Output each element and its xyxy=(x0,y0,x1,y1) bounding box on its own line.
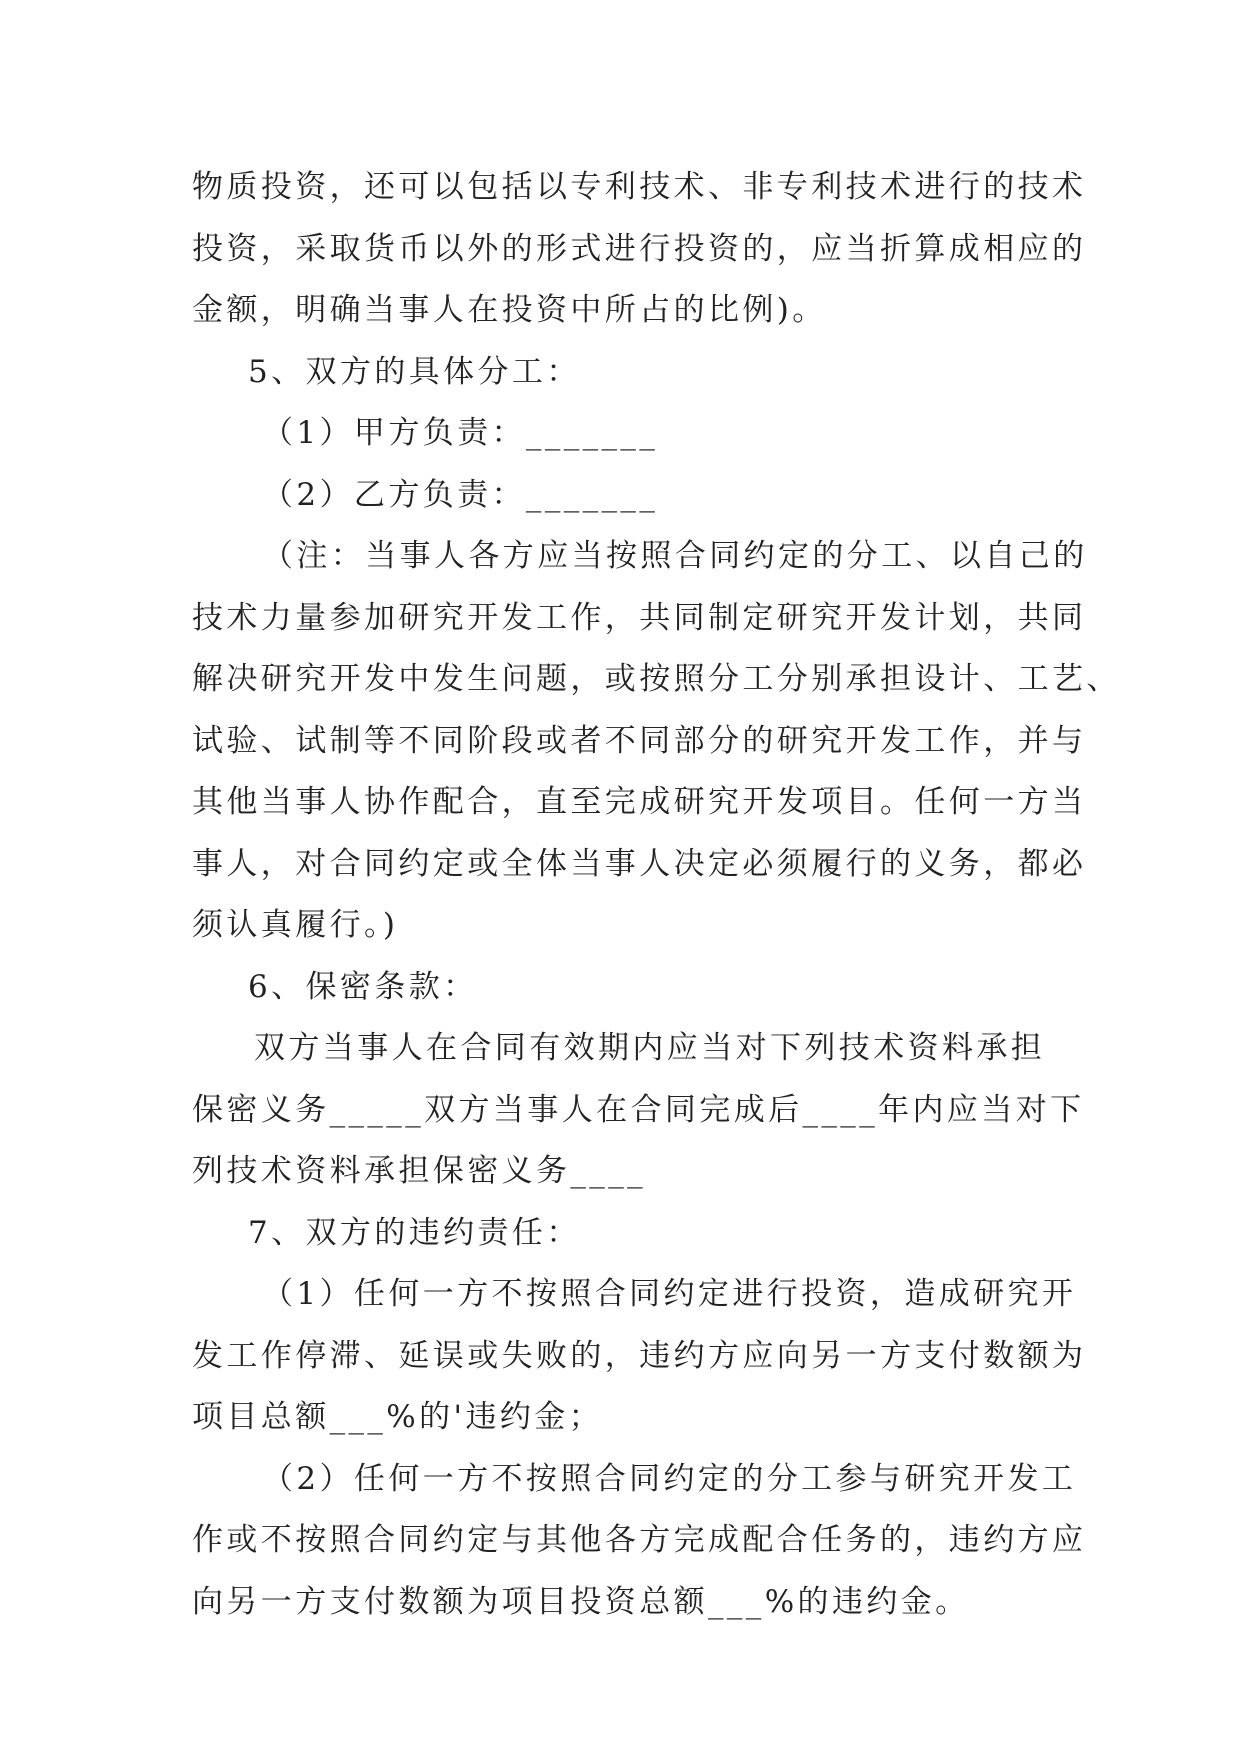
note-paragraph-start: （注：当事人各方应当按照合同约定的分工、以自己的 xyxy=(262,538,1088,574)
clause-item-party-b: （2）乙方负责：_______ xyxy=(262,476,659,513)
text-line: 投资，采取货币以外的形式进行投资的，应当折算成相应的 xyxy=(192,230,1087,267)
text-line: 列技术资料承担保密义务____ xyxy=(192,1153,646,1189)
liability-item-1-start: （1）任何一方不按照合同约定进行投资，造成研究开 xyxy=(262,1276,1077,1312)
text-line: 其他当事人协作配合，直至完成研究开发项目。任何一方当 xyxy=(192,784,1087,820)
section-heading-7: 7、双方的违约责任： xyxy=(248,1214,581,1251)
confidentiality-paragraph-start: 双方当事人在合同有效期内应当对下列技术资料承担 xyxy=(254,1030,1046,1066)
text-line: 保密义务_____双方当事人在合同完成后____年内应当对下 xyxy=(192,1091,1085,1128)
text-line: 解决研究开发中发生问题，或按照分工分别承担设计、工艺、 xyxy=(192,661,1121,697)
text-line: 试验、试制等不同阶段或者不同部分的研究开发工作，并与 xyxy=(192,722,1087,759)
text-line: 作或不按照合同约定与其他各方完成配合任务的，违约方应 xyxy=(192,1522,1087,1558)
section-heading-6: 6、保密条款： xyxy=(248,968,478,1005)
section-heading-5: 5、双方的具体分工： xyxy=(248,353,581,390)
text-line: 向另一方支付数额为项目投资总额___%的违约金。 xyxy=(192,1583,970,1620)
text-line: 须认真履行。) xyxy=(192,907,399,943)
text-line: 项目总额___%的'违约金； xyxy=(192,1399,604,1435)
text-line: 金额，明确当事人在投资中所占的比例)。 xyxy=(192,292,827,328)
text-line: 发工作停滞、延误或失败的，违约方应向另一方支付数额为 xyxy=(192,1337,1087,1374)
text-line: 技术力量参加研究开发工作，共同制定研究开发计划，共同 xyxy=(192,599,1087,636)
liability-item-2-start: （2）任何一方不按照合同约定的分工参与研究开发工 xyxy=(262,1460,1077,1497)
document-body xyxy=(192,157,1121,1633)
text-line: 事人，对合同约定或全体当事人决定必须履行的义务，都必 xyxy=(192,845,1087,882)
clause-item-party-a: （1）甲方负责：_______ xyxy=(262,415,659,451)
text-line: 物质投资，还可以包括以专利技术、非专利技术进行的技术 xyxy=(192,169,1087,205)
